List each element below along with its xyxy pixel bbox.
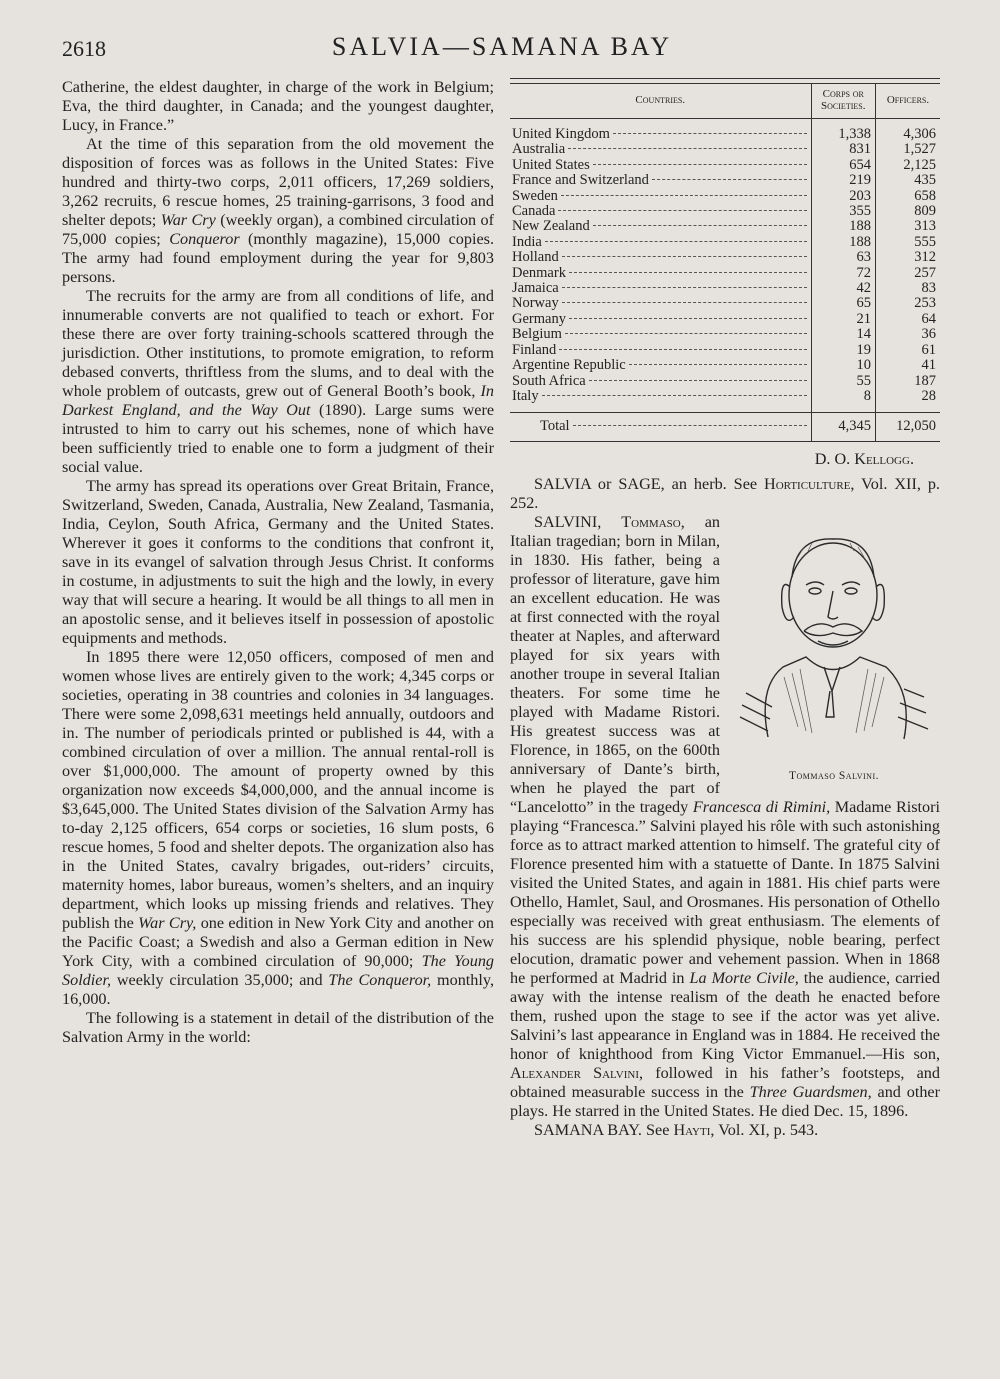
officers-cell: 4,306	[876, 119, 941, 143]
corps-cell: 55	[811, 374, 876, 389]
play-title: Three Guardsmen,	[749, 1082, 872, 1101]
officers-cell: 36	[876, 327, 941, 342]
corps-cell: 654	[811, 158, 876, 173]
corps-cell: 355	[811, 204, 876, 219]
table-row	[510, 119, 940, 143]
officers-cell: 555	[876, 235, 941, 250]
table-row	[510, 219, 940, 234]
page-header	[62, 32, 942, 68]
country-cell	[510, 389, 811, 413]
periodical-title: Conqueror	[169, 230, 240, 248]
book-title: In Darkest England, and the Way Out	[62, 382, 494, 419]
country-cell	[510, 296, 811, 311]
dot-leader	[589, 380, 807, 381]
dot-leader	[593, 164, 807, 165]
periodical-title: The Conqueror,	[328, 971, 432, 989]
officers-cell: 435	[876, 173, 941, 188]
paragraph	[62, 648, 494, 1009]
entry-salvia	[510, 475, 940, 513]
country-name: Canada	[512, 203, 556, 220]
paragraph-text: The following is a statement in detail of the distribution of the Salvation Army in the world:	[62, 1009, 494, 1046]
column-header-corps: Corps or Societies.	[811, 84, 876, 119]
officers-cell: 83	[876, 281, 941, 296]
country-cell	[510, 266, 811, 281]
portrait-figure	[728, 517, 940, 786]
cross-reference: Hayti,	[673, 1120, 715, 1139]
play-title: Francesca di Rimini,	[692, 797, 831, 816]
corps-cell: 831	[811, 142, 876, 157]
country-name: Denmark	[512, 264, 566, 281]
table-row	[510, 189, 940, 204]
corps-cell: 63	[811, 250, 876, 265]
dot-leader	[569, 318, 807, 319]
periodical-title: War Cry,	[138, 914, 197, 932]
portrait-engraving	[728, 517, 940, 765]
country-cell	[510, 142, 811, 157]
left-column	[62, 78, 494, 1047]
distribution-table	[510, 83, 940, 442]
paragraph-text: (1890). Large sums were intrusted to him to carry out his schemes, none of which have been sufficiently tried to enable one to form a judgment of their social value.	[62, 401, 495, 476]
table-total-row	[510, 413, 940, 441]
total-officers-cell: 12,050	[876, 413, 941, 441]
country-cell	[510, 343, 811, 358]
table-row	[510, 142, 940, 157]
corps-cell: 8	[811, 389, 876, 413]
officers-cell: 253	[876, 296, 941, 311]
entry-text: Madame Ristori playing “Francesca.” Salvini played his rôle with such astonishing force as to attract marked attention to himself. The grateful city of Florence presented him with a statuette of Dante. In 1875 Salvini visited the United States, and again in 1881. His chief parts were Othello, Hamlet, Saul, and Orosmanes. His personation of Othello especially was received with great enthusiasm. The elements of his success are his splendid physique, noble bearing, perfect elocution, dramatic power and vehement passion. When in 1868 he performed at Madrid in	[510, 797, 941, 987]
corps-cell: 21	[811, 312, 876, 327]
periodical-title: The Young Soldier,	[62, 952, 495, 989]
table-row	[510, 358, 940, 373]
entry-text: Vol. XII, p. 252.	[510, 474, 940, 512]
country-cell	[510, 158, 811, 173]
country-name: France and Switzerland	[512, 172, 649, 189]
column-header-officers: Officers.	[876, 84, 941, 119]
officers-cell: 2,125	[876, 158, 941, 173]
corps-cell: 203	[811, 189, 876, 204]
country-cell	[510, 189, 811, 204]
dot-leader	[562, 302, 807, 303]
table-row	[510, 250, 940, 265]
dot-leader	[565, 333, 807, 334]
country-cell	[510, 219, 811, 234]
officers-cell: 257	[876, 266, 941, 281]
paragraph	[62, 78, 494, 135]
country-name: Jamaica	[512, 280, 559, 297]
table-row	[510, 327, 940, 342]
corps-cell: 72	[811, 266, 876, 281]
country-cell	[510, 235, 811, 250]
dot-leader	[568, 148, 806, 149]
entry-heading: SALVIA or SAGE,	[534, 474, 665, 493]
country-cell	[510, 281, 811, 296]
total-label: Total	[540, 418, 570, 435]
table-row	[510, 266, 940, 281]
corps-cell: 188	[811, 219, 876, 234]
paragraph-text: In 1895 there were 12,050 officers, composed of men and women whose lives are entirely given to the work; 4,345 corps or societies, operating in 38 countries and colonies in 34 languages. There were some 2,098,631 meetings held annually, outdoors and in. The number of periodicals printed or published is 44, with a combined circulation of over a million. The annual rental-roll is over $1,000,000. The amount of property owned by this organization now exceeds $4,000,000, and the annual income is $3,645,000. The United States division of the Salvation Army has to-day 2,125 officers, 654 corps or societies, 16 slum posts, 6 rescue homes, 5 food and shelter depots. The organization also has in the United States, cavalry brigades, out-riders’ circuits, maternity homes, labor bureaus, women’s shelters, and an inquiry department, which looks up missing friends and relatives. They publish the	[62, 648, 494, 932]
table-body	[510, 119, 940, 442]
country-cell	[510, 204, 811, 219]
paragraph-text: The recruits for the army are from all conditions of life, and innumerable converts are not qualified to teach or exhort. For these there are over forty training-schools scattered through the jurisdiction. Other institutions, to promote emigration, to reform debased converts, thriftless from the slums, and to deal with the whole problem of outcasts, grew out of General Booth’s book,	[62, 287, 494, 400]
officers-cell: 658	[876, 189, 941, 204]
country-cell	[510, 327, 811, 342]
country-name: Finland	[512, 341, 557, 358]
dot-leader	[542, 395, 807, 396]
distribution-table-wrap	[510, 78, 940, 442]
table-header-row	[510, 84, 940, 119]
corps-cell: 14	[811, 327, 876, 342]
paragraph-text: weekly circulation 35,000; and	[116, 971, 323, 989]
country-cell	[510, 358, 811, 373]
table-row	[510, 296, 940, 311]
country-cell	[510, 119, 811, 143]
dot-leader	[545, 241, 807, 242]
officers-cell: 28	[876, 389, 941, 413]
entry-text: an herb. See	[671, 474, 758, 493]
country-name: Argentine Republic	[512, 357, 626, 374]
dot-leader	[652, 179, 807, 180]
person-name: Alexander Salvini,	[510, 1063, 644, 1082]
entry-heading: SALVINI,	[534, 512, 602, 531]
country-name: Belgium	[512, 326, 562, 343]
entry-heading: SAMANA BAY.	[534, 1120, 642, 1139]
dot-leader	[569, 272, 807, 273]
country-name: Italy	[512, 387, 539, 404]
officers-cell: 61	[876, 343, 941, 358]
country-cell	[510, 312, 811, 327]
periodical-title: War Cry	[160, 211, 216, 229]
corps-cell: 10	[811, 358, 876, 373]
entry-salvini	[510, 513, 940, 1121]
table-row	[510, 389, 940, 413]
paragraph-text: Catherine, the eldest daughter, in charge of the work in Belgium; Eva, the third daughter, in Canada; and the youngest daughter, Lucy, in France.”	[62, 78, 494, 134]
corps-cell: 1,338	[811, 119, 876, 143]
play-title: La Morte Civile,	[689, 968, 799, 987]
officers-cell: 1,527	[876, 142, 941, 157]
corps-cell: 219	[811, 173, 876, 188]
paragraph	[62, 135, 494, 287]
entry-samana-bay	[510, 1121, 940, 1140]
officers-cell: 41	[876, 358, 941, 373]
officers-cell: 187	[876, 374, 941, 389]
dot-leader	[613, 133, 807, 134]
entry-text: Vol. XI, p. 543.	[718, 1120, 819, 1139]
paragraph	[62, 1009, 494, 1047]
dot-leader	[558, 210, 806, 211]
entry-text: and other plays. He starred in the United States. He died Dec. 15, 1896.	[510, 1082, 941, 1120]
entry-text: See	[646, 1120, 670, 1139]
table-row	[510, 343, 940, 358]
paragraph	[62, 287, 494, 477]
corps-cell: 188	[811, 235, 876, 250]
country-name: Holland	[512, 249, 559, 266]
officers-cell: 809	[876, 204, 941, 219]
dot-leader	[559, 349, 806, 350]
country-name: United States	[512, 156, 590, 173]
table-row	[510, 312, 940, 327]
country-name: Sweden	[512, 187, 558, 204]
corps-cell: 42	[811, 281, 876, 296]
country-name: United Kingdom	[512, 126, 610, 142]
author-signature: D. O. Kellogg.	[814, 449, 914, 468]
country-name: New Zealand	[512, 218, 590, 235]
column-header-countries: Countries.	[510, 84, 811, 119]
portrait-caption: Tommaso Salvini.	[789, 769, 879, 782]
total-label-cell	[510, 413, 811, 441]
paragraph	[62, 477, 494, 648]
corps-cell: 65	[811, 296, 876, 311]
table-row	[510, 158, 940, 173]
dot-leader	[573, 425, 807, 426]
paragraph-text: The army has spread its operations over Great Britain, France, Switzerland, Sweden, Canada, Australia, New Zealand, Tasmania, India, Ceylon, South Africa, Germany and the United States. Wherever it goes it conforms to the conditions that confront it, save in its evangel of salvation through Jesus Christ. It conforms in costume, in adjustments to suit the high and the lowly, in every way that will secure a hearing. It would be all things to all men in an apostolic sense, and it believes itself in possession of apostolic equipments and methods.	[62, 477, 494, 647]
paragraph-text: At the time of this separation from the old movement the disposition of forces was as follows in the United States: Five hundred and thirty-two corps, 2,011 officers, 17,269 soldiers, 3,262 recruits, 6 rescue homes, 25 training-garrisons, 3 food and shelter depots;	[62, 135, 494, 229]
paragraph-text: (monthly magazine), 15,000 copies. The army had found employment during the year for 9,803 persons.	[62, 230, 494, 286]
country-name: South Africa	[512, 372, 586, 389]
country-name: Australia	[512, 141, 566, 158]
table-row	[510, 235, 940, 250]
corps-cell: 19	[811, 343, 876, 358]
table-row	[510, 204, 940, 219]
entry-first-name: Tommaso,	[621, 512, 685, 531]
dot-leader	[562, 256, 807, 257]
country-name: India	[512, 233, 542, 250]
dot-leader	[593, 225, 807, 226]
country-cell	[510, 173, 811, 188]
dot-leader	[561, 195, 807, 196]
cross-reference: Horticulture,	[764, 474, 855, 493]
paragraph-text: monthly, 16,000.	[62, 971, 494, 1008]
table-row	[510, 173, 940, 188]
country-cell	[510, 374, 811, 389]
paragraph-text: (weekly organ), a combined circulation of 75,000 copies;	[62, 211, 495, 248]
entry-text: followed in his father’s footsteps, and obtained measurable success in the	[510, 1063, 940, 1101]
total-corps-cell: 4,345	[811, 413, 876, 441]
table-row	[510, 374, 940, 389]
country-name: Norway	[512, 295, 559, 312]
table-row	[510, 281, 940, 296]
country-name: Germany	[512, 310, 566, 327]
officers-cell: 64	[876, 312, 941, 327]
dot-leader	[629, 364, 807, 365]
dot-leader	[562, 287, 807, 288]
page-number: 2618	[62, 36, 106, 61]
officers-cell: 313	[876, 219, 941, 234]
entry-text: the audience, carried away with the intense realism of the death he enacted before them, rushed upon the stage to see if the actor was yet alive. Salvini’s last appearance in England was in 1884. He received the honor of knighthood from King Victor Emmanuel.—His son,	[510, 968, 941, 1063]
entry-text: an Italian tragedian; born in Milan, in 1830. His father, being a professor of literature, gave him an excellent education. He was at first connected with the royal theater at Naples, and afterward played for six years with another troupe in several Italian theaters. For some time he played with Madame Ristori. His greatest success was at Florence, in 1865, on the 600th anniversary of Dante’s birth, when he played the part of “Lancelotto” in the tragedy	[510, 512, 721, 816]
country-cell	[510, 250, 811, 265]
right-column	[510, 78, 940, 1140]
paragraph-text: one edition in New York City and another on the Pacific Coast; a Swedish and also a German edition in New York City, with a combined circulation of 90,000;	[62, 914, 495, 970]
officers-cell: 312	[876, 250, 941, 265]
running-head: SALVIA—SAMANA BAY	[331, 32, 673, 61]
